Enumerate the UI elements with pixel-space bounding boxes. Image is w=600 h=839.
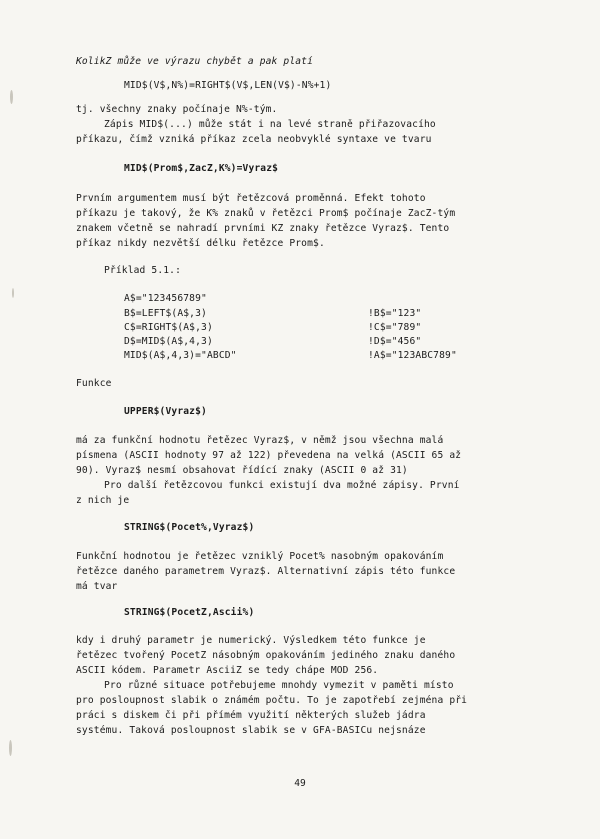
- scan-artifact: [10, 90, 13, 104]
- example-code-line: A$="123456789": [124, 293, 207, 304]
- scan-artifact: [12, 288, 14, 298]
- text-line: řetězce daného parametrem Vyraz$. Alternativní zápis této funkce: [76, 566, 456, 577]
- text-line: Zápis MID$(...) může stát i na levé straně přiřazovacího: [104, 119, 436, 130]
- text-line: ASCII kódem. Parametr AsciiZ se tedy chápe MOD 256.: [76, 665, 379, 676]
- syntax-line: UPPER$(Vyraz$): [124, 406, 207, 417]
- text-line: písmena (ASCII hodnoty 97 až 122) převedena na velká (ASCII 65 až: [76, 450, 462, 461]
- section-heading: Funkce: [76, 378, 112, 389]
- text-line: systému. Taková posloupnost slabik se v GFA-BASICu nejsnáze: [76, 725, 426, 736]
- text-line: Prvním argumentem musí být řetězcová proměnná. Efekt tohoto: [76, 193, 426, 204]
- text-line: znakem včetně se nahradí prvními KZ znaky řetězce Vyraz$. Tento: [76, 223, 450, 234]
- example-code-line: C$=RIGHT$(A$,3): [124, 322, 213, 333]
- text-line: má tvar: [76, 581, 118, 592]
- page-number: 49: [294, 778, 306, 789]
- text-line: 90). Vyraz$ nesmí obsahovat řídící znaky (ASCII 0 až 31): [76, 465, 408, 476]
- example-code-line: MID$(A$,4,3)="ABCD": [124, 350, 237, 361]
- text-line: práci s diskem či při přímém využití některých služeb jádra: [76, 710, 426, 721]
- text-line: tj. všechny znaky počínaje N%-tým.: [76, 104, 278, 115]
- text-line: z nich je: [76, 495, 130, 506]
- text-line: příkazu, čímž vzniká příkaz zcela neobvyklé syntaxe ve tvaru: [76, 134, 432, 145]
- text-line: KolikZ může ve výrazu chybět a pak platí: [76, 56, 314, 67]
- example-heading: Příklad 5.1.:: [104, 265, 182, 276]
- text-line: kdy i druhý parametr je numerický. Výsledkem této funkce je: [76, 635, 426, 646]
- text-line: Funkční hodnotou je řetězec vzniklý Pocet% nasobným opakováním: [76, 551, 444, 562]
- example-comment: !B$="123": [368, 308, 422, 319]
- example-code-line: D$=MID$(A$,4,3): [124, 336, 213, 347]
- example-code-line: B$=LEFT$(A$,3): [124, 308, 207, 319]
- scan-artifact: [9, 740, 12, 756]
- example-comment: !D$="456": [368, 336, 422, 347]
- text-line: řetězec tvořený PocetZ násobným opakováním jediného znaku daného: [76, 650, 456, 661]
- example-comment: !C$="789": [368, 322, 422, 333]
- text-line: příkazu je takový, že K% znaků v řetězci Prom$ počínaje ZacZ-tým: [76, 208, 456, 219]
- text-line: má za funkční hodnotu řetězec Vyraz$, v němž jsou všechna malá: [76, 435, 444, 446]
- text-line: příkaz nikdy nezvětší délku řetězce Prom$.: [76, 238, 325, 249]
- text-line: pro posloupnost slabik o známém počtu. To je zapotřebí zejména při: [76, 695, 468, 706]
- example-comment: !A$="123ABC789": [368, 350, 457, 361]
- code-line: MID$(V$,N%)=RIGHT$(V$,LEN(V$)-N%+1): [124, 80, 332, 91]
- syntax-line: MID$(Prom$,ZacZ,K%)=Vyraz$: [124, 163, 279, 174]
- syntax-line: STRING$(Pocet%,Vyraz$): [124, 522, 255, 533]
- syntax-line: STRING$(PocetZ,Ascii%): [124, 607, 255, 618]
- text-line: Pro různé situace potřebujeme mnohdy vymezit v paměti místo: [104, 680, 454, 691]
- text-line: Pro další řetězcovou funkci existují dva možné zápisy. První: [104, 480, 460, 491]
